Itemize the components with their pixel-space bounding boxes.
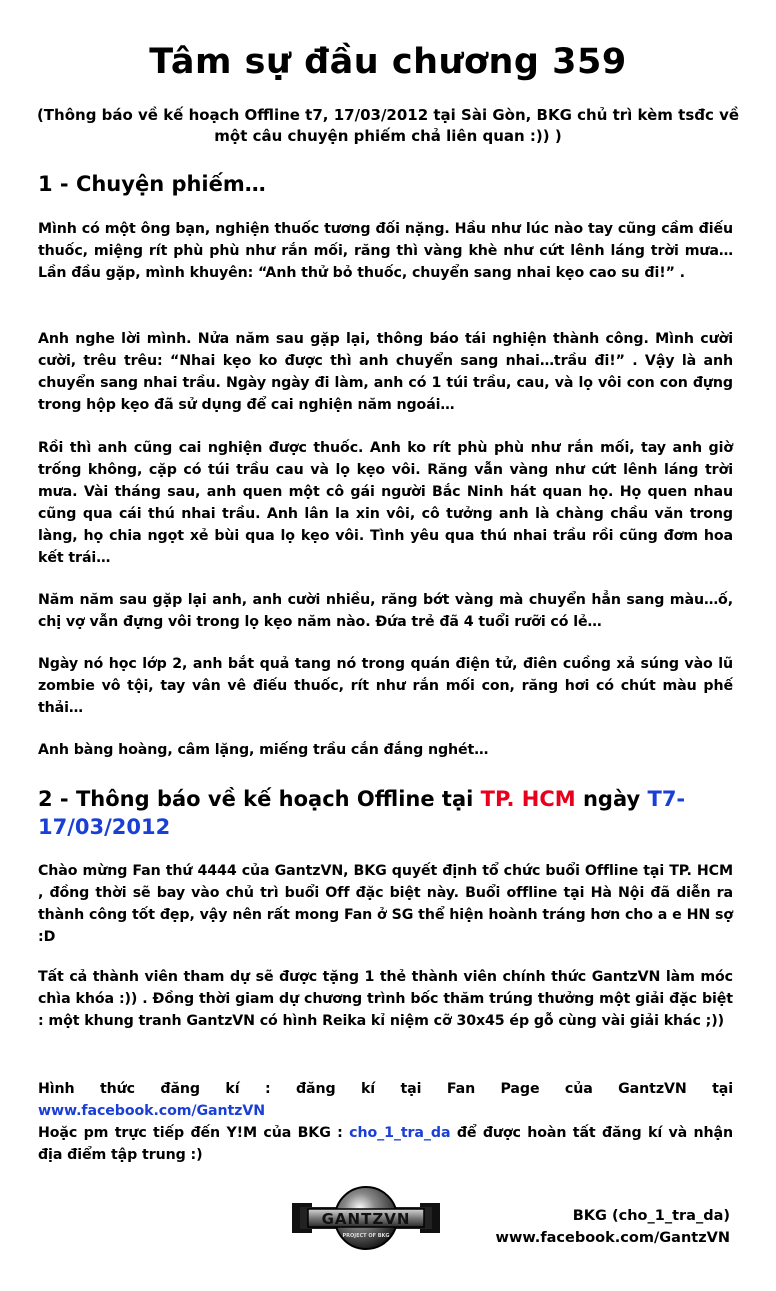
story-paragraph-2: Anh nghe lời mình. Nửa năm sau gặp lại, thông báo tái nghiện thành công. Mình cười cười, trêu trêu: “Nhai kẹo ko được thì anh chuyển sang nhai…trầu đi!” . Vậy là anh chuyển sang nhai trầu. Ngày ngày đi làm, anh có 1 túi trầu, cau, và lọ vôi con con đựng trong hộp kẹo đã sử dụng để cai nghiện năm ngoái…: [38, 331, 733, 413]
section-2-heading-mid: ngày: [582, 787, 641, 811]
registration-block: [38, 1078, 733, 1166]
signature-url: www.facebook.com/GantzVN: [495, 1230, 730, 1246]
section-2-heading-prefix: 2 - Thông báo về kế hoạch Offline tại: [38, 787, 474, 811]
section-2-heading: [38, 785, 738, 841]
story-paragraph-4: Năm năm sau gặp lại anh, anh cười nhiều, răng bớt vàng mà chuyển hẳn sang màu…ố, chị vợ vẫn đựng vôi trong lọ kẹo năm nào. Đứa trẻ đã 4 tuổi rưỡi có lẻ…: [38, 592, 733, 630]
page-title: Tâm sự đầu chương 359: [149, 42, 627, 82]
story-paragraph-5: Ngày nó học lớp 2, anh bắt quả tang nó trong quán điện tử, điên cuồng xả súng vào lũ zombie vô tội, tay vân vê điếu thuốc, rít như rắn mối con, răng hơi có chút màu phế thải…: [38, 656, 733, 716]
registration-text: Hình thức đăng kí : đăng kí tại Fan Page của GantzVN tại: [38, 1081, 733, 1097]
footer-signature: [430, 1205, 730, 1249]
pm-text-after: để được hoàn tất đăng kí và nhận địa điểm tập trung :): [38, 1125, 733, 1163]
gantzvn-logo: [290, 1185, 442, 1251]
pm-text-before: Hoặc pm trực tiếp đến Y!M của BKG :: [38, 1125, 343, 1141]
logo-text: GANTZVN: [321, 1210, 411, 1228]
offline-paragraph-1: Chào mừng Fan thứ 4444 của GantzVN, BKG quyết định tổ chức buổi Offline tại TP. HCM , đồng thời sẽ bay vào chủ trì buổi Off đặc biệt này. Buổi offline tại Hà Nội đã diễn ra thành công tốt đẹp, vậy nên rất mong Fan ở SG thể hiện hoành tráng hơn cho a e HN sợ :D: [38, 863, 733, 945]
offline-notice: (Thông báo về kế hoạch Offline t7, 17/03/2012 tại Sài Gòn, BKG chủ trì kèm tsđc về một câu chuyện phiếm chả liên quan :)) ): [36, 106, 740, 145]
story-paragraph-6: Anh bàng hoàng, câm lặng, miếng trầu cắn đắng nghét…: [38, 742, 489, 758]
yahoo-id-link[interactable]: cho_1_tra_da: [349, 1125, 451, 1141]
fanpage-link[interactable]: www.facebook.com/GantzVN: [38, 1103, 265, 1119]
section-2-heading-place: TP. HCM: [480, 787, 576, 811]
story-paragraph-3: Rồi thì anh cũng cai nghiện được thuốc. Anh ko rít phù phù như rắn mối, tay anh giờ trống không, cặp có túi trầu cau và lọ kẹo vôi. Răng vẫn vàng như cứt lênh láng trời mưa. Vài tháng sau, anh quen một cô gái người Bắc Ninh hát quan họ. Họ quen nhau cũng qua cái thú nhai trầu. Anh lân la xin vôi, cô tưởng anh là chàng chầu văn trong làng, họ chia ngọt xẻ bùi qua lọ kẹo vôi. Tình yêu qua thú nhai trầu rồi cũng đơm hoa kết trái…: [38, 440, 733, 566]
section-2-heading-date: T7-17/03/2012: [38, 787, 686, 839]
signature-name: BKG (cho_1_tra_da): [572, 1208, 730, 1224]
logo-subtext: PROJECT OF BKG: [342, 1233, 390, 1239]
pm-line: [38, 1122, 733, 1166]
section-1-heading: 1 - Chuyện phiếm…: [38, 172, 266, 196]
story-paragraph-1: Mình có một ông bạn, nghiện thuốc tương đối nặng. Hầu như lúc nào tay cũng cầm điếu thuốc, miệng rít phù phù như rắn mối, răng thì vàng khè như cứt lênh láng trời mưa… Lần đầu gặp, mình khuyên: “Anh thử bỏ thuốc, chuyển sang nhai kẹo cao su đi!” .: [38, 221, 733, 281]
offline-paragraph-2: Tất cả thành viên tham dự sẽ được tặng 1 thẻ thành viên chính thức GantzVN làm móc chìa khóa :)) . Đồng thời giam dự chương trình bốc thăm trúng thưởng một giải đặc biệt : một khung tranh GantzVN có hình Reika kỉ niệm cỡ 30x45 ép gỗ cùng vài giải khác ;)): [38, 969, 733, 1029]
